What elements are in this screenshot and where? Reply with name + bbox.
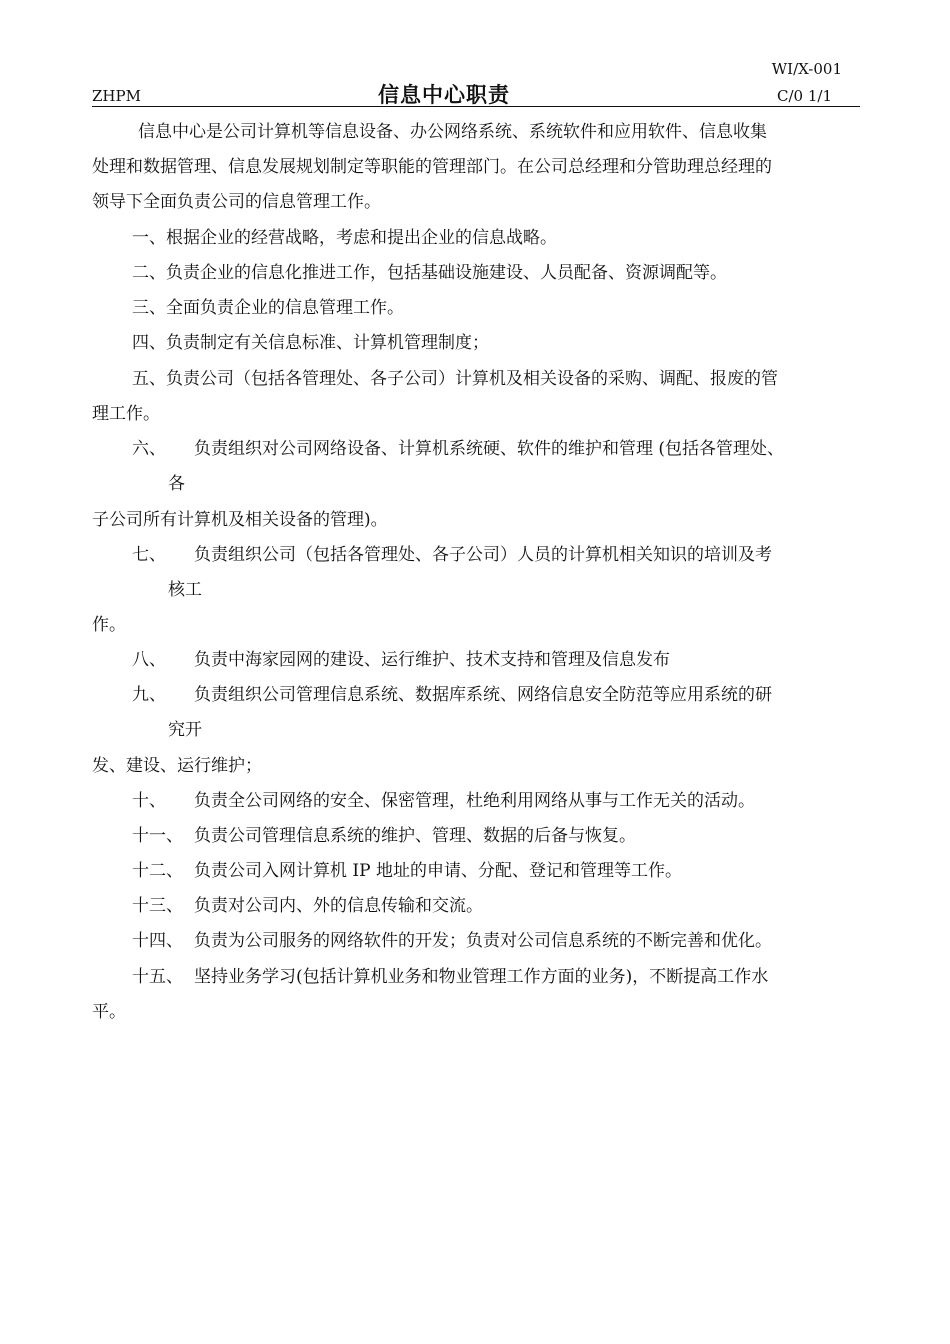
item-number: 八、: [132, 650, 166, 670]
duty-item-10: [132, 787, 755, 815]
item-number: 十一、: [132, 826, 183, 846]
item-number: 十、: [132, 791, 166, 811]
intro-line: 信息中心是公司计算机等信息设备、办公网络系统、系统软件和应用软件、信息收集: [138, 122, 767, 142]
organization-code: ZHPM: [92, 87, 141, 105]
item-text: 负责组织公司（包括各管理处、各子公司）人员的计算机相关知识的培训及考: [194, 545, 772, 565]
intro-line: 处理和数据管理、信息发展规划制定等职能的管理部门。在公司总经理和分管助理总经理的: [92, 157, 772, 177]
duty-item-6: [132, 435, 784, 463]
item-text: 负责公司管理信息系统的维护、管理、数据的后备与恢复。: [194, 826, 636, 846]
duty-item-13: [132, 892, 483, 920]
item-number: 七、: [132, 545, 166, 565]
duty-item-6-continued: 子公司所有计算机及相关设备的管理)。: [92, 510, 388, 530]
item-text: 坚持业务学习(包括计算机业务和物业管理工作方面的业务)，不断提高工作水: [194, 967, 769, 987]
duty-item-9-continued: 发、建设、运行维护；: [92, 756, 262, 776]
document-title: 信息中心职责: [378, 83, 510, 107]
item-number: 十四、: [132, 931, 183, 951]
duty-item-4: 四、负责制定有关信息标准、计算机管理制度；: [132, 333, 489, 353]
item-text: 负责全公司网络的安全、保密管理，杜绝利用网络从事与工作无关的活动。: [194, 791, 755, 811]
duty-item-1: 一、根据企业的经营战略，考虑和提出企业的信息战略。: [132, 228, 557, 248]
header-rule: [92, 106, 860, 107]
item-number: 十五、: [132, 967, 183, 987]
duty-item-14: [132, 927, 772, 955]
duty-item-7-continued: 核工: [168, 580, 202, 600]
item-number: 十三、: [132, 896, 183, 916]
duty-item-15: [132, 963, 768, 991]
intro-line: 领导下全面负责公司的信息管理工作。: [92, 192, 381, 212]
document-version: C/0 1/1: [777, 87, 832, 105]
duty-item-3: 三、全面负责企业的信息管理工作。: [132, 298, 404, 318]
duty-item-2: 二、负责企业的信息化推进工作，包括基础设施建设、人员配备、资源调配等。: [132, 263, 727, 283]
duty-item-7-continued: 作。: [92, 615, 126, 635]
duty-item-15-continued: 平。: [92, 1002, 126, 1022]
duty-item-11: [132, 822, 636, 850]
item-text: 负责对公司内、外的信息传输和交流。: [194, 896, 483, 916]
duty-item-5-continued: 理工作。: [92, 404, 160, 424]
item-number: 十二、: [132, 861, 183, 881]
duty-item-8: [132, 646, 670, 674]
item-number: 九、: [132, 685, 166, 705]
item-text: 负责组织对公司网络设备、计算机系统硬、软件的维护和管理 (包括各管理处、: [194, 439, 785, 459]
document-header: [92, 56, 860, 108]
duty-item-9: [132, 681, 772, 709]
duty-item-9-continued: 究开: [168, 720, 202, 740]
duty-item-5: 五、负责公司（包括各管理处、各子公司）计算机及相关设备的采购、调配、报废的管: [132, 369, 778, 389]
document-code: WI/X-001: [771, 60, 842, 78]
duty-item-6-continued: 各: [168, 474, 185, 494]
item-text: 负责中海家园网的建设、运行维护、技术支持和管理及信息发布: [194, 650, 670, 670]
item-text: 负责为公司服务的网络软件的开发；负责对公司信息系统的不断完善和优化。: [194, 931, 772, 951]
item-text: 负责组织公司管理信息系统、数据库系统、网络信息安全防范等应用系统的研: [194, 685, 772, 705]
duty-item-7: [132, 541, 772, 569]
duty-item-12: [132, 857, 682, 885]
item-text: 负责公司入网计算机 IP 地址的申请、分配、登记和管理等工作。: [194, 861, 682, 881]
item-number: 六、: [132, 439, 166, 459]
